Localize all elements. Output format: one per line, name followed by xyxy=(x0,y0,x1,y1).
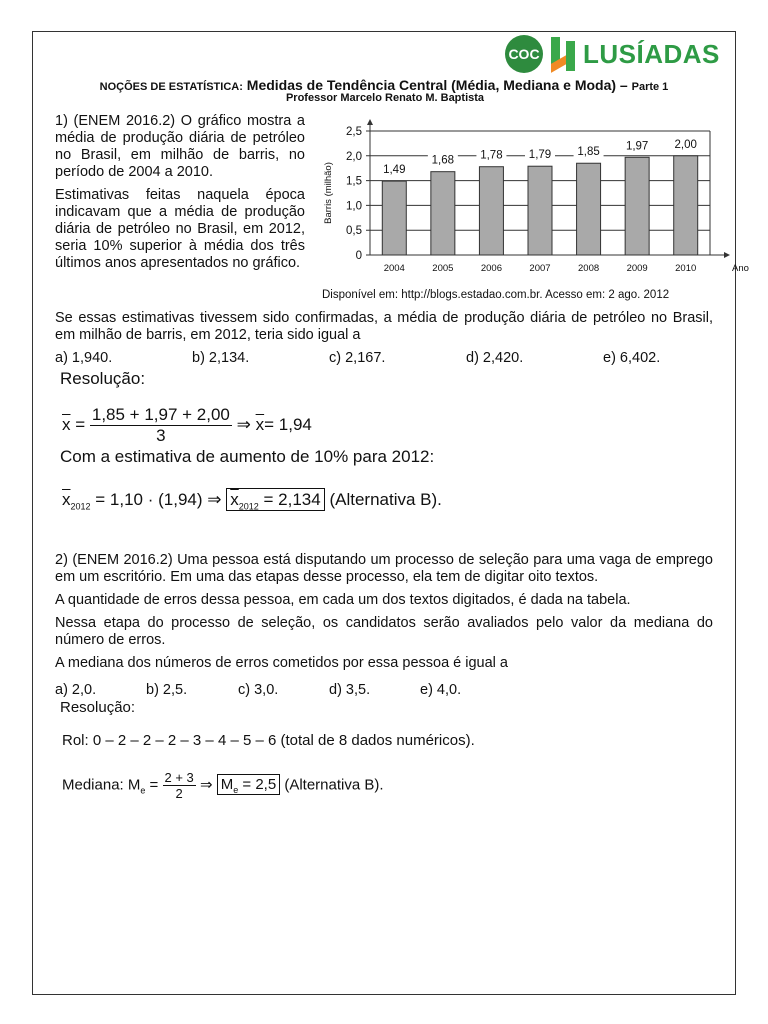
q2-rol: Rol: 0 – 2 – 2 – 2 – 3 – 4 – 5 – 6 (total de 8 dados numéricos). xyxy=(62,732,475,749)
data-label: 1,78 xyxy=(480,149,503,162)
data-label: 1,85 xyxy=(577,146,600,159)
x-axis-label: Ano xyxy=(732,263,749,274)
bar xyxy=(674,156,698,255)
q1-question: Se essas estimativas tivessem sido confirmadas, a média de produção diária de petróleo no Brasil, em milhão de barris, em 2012, teria sido igual a xyxy=(55,310,713,343)
option-b: b) 2,134. xyxy=(192,350,250,366)
y-tick-label: 1,0 xyxy=(346,200,362,213)
option-c: c) 2,167. xyxy=(329,350,386,366)
option-e: e) 6,402. xyxy=(603,350,661,366)
option-d: d) 2,420. xyxy=(466,350,524,366)
q1-options xyxy=(55,350,715,367)
data-label: 2,00 xyxy=(674,138,697,151)
data-label: 1,97 xyxy=(625,140,649,153)
x-tick-label: 2009 xyxy=(626,263,648,274)
q1-eq1: $\overline{x}$ = $\frac{1,85 + 1,97 + 2,00}{3}$ ⇒ $\overline{x}= 1,94$ xyxy=(62,405,312,445)
chart-source: Disponível em: http://blogs.estadao.com.br. Acesso em: 2 ago. 2012 xyxy=(322,289,670,301)
option-d: d) 3,5. xyxy=(329,682,371,698)
coc-logo: COC xyxy=(505,35,543,73)
option-e: e) 4,0. xyxy=(420,682,462,698)
bar-chart xyxy=(315,118,749,278)
q1-resolution-title: Resolução: xyxy=(60,369,146,388)
y-tick-label: 1,5 xyxy=(346,175,362,188)
x-tick-label: 2006 xyxy=(480,263,502,274)
page-title: NOÇÕES DE ESTATÍSTICA: Medidas de Tendência Central (Média, Mediana e Moda) – Parte 1 xyxy=(99,77,669,93)
q1-eq2: $\overline{x}_{2012} = 1,10 \cdot (1,94)$ ⇒ $\overline{x}_{2012} = 2,134$ (Alternativa B). xyxy=(62,490,442,512)
data-label: 1,68 xyxy=(431,154,455,167)
q2-options xyxy=(55,682,461,699)
y-tick-label: 0 xyxy=(355,250,362,262)
answer-box: $M_e = 2,5$ xyxy=(217,774,280,795)
lusiadas-logo-text: LUSÍADAS xyxy=(583,38,720,69)
bar xyxy=(382,181,406,255)
bar xyxy=(479,167,503,255)
y-axis-arrow-icon xyxy=(367,119,373,125)
q1-intro: 1) (ENEM 2016.2) O gráfico mostra a média de produção diária de petróleo no Brasil, em milhão de barris, no período de 2004 a 2010. Estimativas feitas naquela época indicavam que a média de produção diária de petróleo no Brasil, em 2012, seria 10% superior à média dos três últimos anos apresentados no gráfico. xyxy=(55,113,305,271)
bar xyxy=(431,172,455,255)
q2-mediana: Mediana: $M_e$ = $\frac{2 + 3}{2}$ ⇒ $M_e = 2,5$ (Alternativa B). xyxy=(62,770,384,801)
y-tick-label: 2,5 xyxy=(346,126,362,138)
q1-res-line: Com a estimativa de aumento de 10% para 2012: xyxy=(60,447,435,466)
bar xyxy=(528,166,552,255)
y-tick-label: 2,0 xyxy=(346,150,362,163)
answer-box: $\overline{x}_{2012} = 2,134$ xyxy=(226,488,324,511)
y-axis-label: Barris (milhão) xyxy=(323,162,334,224)
option-a: a) 2,0. xyxy=(55,682,97,698)
x-tick-label: 2008 xyxy=(578,263,600,274)
x-axis-arrow-icon xyxy=(724,252,730,258)
bar xyxy=(625,157,649,255)
professor-name: Professor Marcelo Renato M. Baptista xyxy=(285,92,485,104)
x-tick-label: 2004 xyxy=(383,263,405,274)
q2-resolution-title: Resolução: xyxy=(60,699,136,716)
y-tick-label: 0,5 xyxy=(346,225,362,238)
q2-text: 2) (ENEM 2016.2) Uma pessoa está disputando um processo de seleção para uma vaga de emprego em um escritório. Em uma das etapas desse processo, ela tem de digitar oito textos. A quantidade de erros dessa pessoa, em cada um dos textos digitados, é dada na tabela. Nessa etapa do processo de seleção, os candidatos serão avaliados pelo valor da mediana do número de erros. A mediana dos números de erros cometidos por essa pessoa é igual a xyxy=(55,552,713,671)
logo xyxy=(505,34,727,74)
option-c: c) 3,0. xyxy=(238,682,279,698)
x-tick-label: 2007 xyxy=(529,263,551,274)
data-label: 1,49 xyxy=(383,164,406,177)
bar xyxy=(577,163,601,255)
x-tick-label: 2005 xyxy=(432,263,454,274)
data-label: 1,79 xyxy=(528,149,552,162)
option-b: b) 2,5. xyxy=(146,682,188,698)
lusiadas-mark-icon xyxy=(549,35,577,73)
option-a: a) 1,940. xyxy=(55,350,113,366)
x-tick-label: 2010 xyxy=(675,263,697,274)
